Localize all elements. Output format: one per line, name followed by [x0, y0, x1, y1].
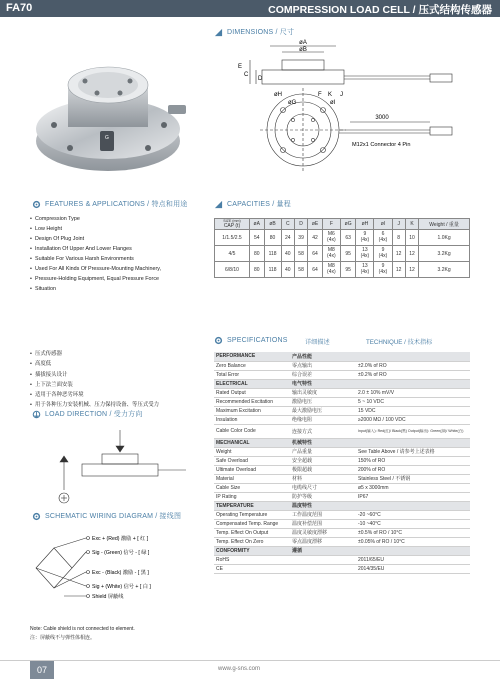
wire-shield: Shield 屏蔽线 — [92, 594, 124, 600]
dim-g-label: øG — [288, 100, 297, 106]
table-row: Ultimate Overload 极限超载 200% of RO — [214, 465, 470, 474]
table-row: Cable Size 电缆线尺寸 ø5 x 3000mm — [214, 483, 470, 492]
spec-group-row: PERFORMANCE 产品性能 — [214, 352, 470, 361]
list-item: • Low Height — [30, 224, 202, 234]
list-item: • 上下法兰面安装 — [30, 380, 202, 390]
ruler-icon — [214, 200, 223, 209]
features-list-en — [30, 214, 202, 294]
spec-group-row: CONFORMITY 遵循 — [214, 546, 470, 555]
table-row: Compensated Temp. Range 温度补偿范围 -10 ~40°C — [214, 519, 470, 528]
wire-exc-plus: Exc + (Red) 激励 + [ 红 ] — [92, 536, 149, 542]
dim-a-label: øA — [299, 40, 307, 46]
spec-group-row: MECHANICAL 机械特性 — [214, 438, 470, 447]
gear-icon — [32, 200, 41, 209]
section-wiring: SCHEMATIC WIRING DIAGRAM / 接线图 — [32, 511, 181, 521]
model-name: FA70 — [6, 2, 33, 14]
load-direction-drawing — [50, 428, 190, 508]
section-specifications: SPECIFICATIONS — [214, 336, 288, 345]
table-row: Safe Overload 安全超载 150% of RO — [214, 456, 470, 465]
list-item: • Installation Of Upper And Lower Flanges — [30, 244, 202, 254]
website-link[interactable]: www.g-sns.com — [218, 666, 261, 672]
dim-k-label: K — [328, 92, 333, 98]
section-capacities: CAPACITIES / 量程 — [214, 199, 291, 209]
features-list-cn — [30, 349, 202, 411]
dim-f-label: F — [318, 92, 322, 98]
specifications-table — [214, 352, 470, 574]
section-load-direction: LOAD DIRECTION / 受力方向 — [32, 409, 143, 419]
table-header-row: SIZE (mm) CAP (t) øA øB C D øE F øG øH øI J K Weight / 重量 — [215, 219, 470, 230]
wire-sig-minus: Sig - (Green) 信号 - [ 绿 ] — [92, 550, 150, 556]
dim-cable-label: 3000 — [375, 115, 389, 121]
spec-group-row: ELECTRICAL 电气特性 — [214, 379, 470, 388]
table-row: Maximum Excitation 最大激励电压 15 VDC — [214, 406, 470, 415]
list-item: • Compression Type — [30, 214, 202, 224]
table-row: Recommended Excitation 激励电压 5 ~ 10 VDC — [214, 397, 470, 406]
gear-icon — [32, 512, 41, 521]
list-item: • Suitable For Various Harsh Environments — [30, 254, 202, 264]
section-dimensions: DIMENSIONS / 尺寸 — [214, 27, 294, 37]
dimensions-drawing — [230, 38, 460, 180]
dim-h-label: øH — [274, 92, 282, 98]
table-row: Temp. Effect On Output 温度灵敏度漂移 ±0.5% of RO / 10°C — [214, 528, 470, 537]
dim-c-label: C — [244, 72, 249, 78]
table-row: Cable Color Code 连接方式 Input(输入): Red(红)/ Black(黑) Output(输出): Green(绿)/ White(白) — [214, 424, 470, 438]
table-row: Temp. Effect On Zero 零点温度漂移 ±0.05% of RO / 10°C — [214, 537, 470, 546]
list-item: • 适用于各种恶劣环境 — [30, 390, 202, 400]
table-row: CE 2014/35/EU — [214, 564, 470, 573]
dim-d-label: D — [258, 76, 263, 82]
footer-divider — [0, 660, 500, 661]
ruler-icon — [214, 28, 223, 37]
list-item: • 插拔接头设计 — [30, 370, 202, 380]
table-row: 4/5 80 118 40 58 64 M8 (4x) 95 13 (4x) 9 (4x) 12 12 3.2Kg — [215, 246, 470, 262]
table-row: 6/8/10 80 118 40 58 64 M8 (4x) 95 13 (4x) 9 (4x) 12 12 3.2Kg — [215, 262, 470, 278]
table-row: Operating Temperature 工作温度范围 -20 ~60°C — [214, 510, 470, 519]
list-item: • Design Of Plug Joint — [30, 234, 202, 244]
table-row: Zero Balance 零点输出 ±2.0% of RO — [214, 361, 470, 370]
list-item: • 高度低 — [30, 359, 202, 369]
dim-j-label: J — [340, 92, 343, 98]
product-photo — [30, 33, 190, 183]
wiring-note: Note: Cable shield is not connected to element. 注：屏蔽线不与弹性体相连。 — [30, 626, 135, 641]
wire-sig-plus: Sig + (White) 信号 + [ 白 ] — [92, 584, 151, 590]
svg-text:G: G — [105, 135, 109, 141]
table-row: IP Rating 防护等级 IP67 — [214, 492, 470, 501]
section-features: FEATURES & APPLICATIONS / 特点和用途 — [32, 199, 187, 209]
table-row: Rated Output 输出灵敏度 2.0 ± 10% mV/V — [214, 388, 470, 397]
connector-label: M12x1 Connector 4 Pin — [352, 142, 411, 148]
list-item: • Situation — [30, 284, 202, 294]
dim-e-label: E — [238, 64, 243, 70]
list-item: • Used For All Kinds Of Pressure-Mounting Machinery, — [30, 264, 202, 274]
table-row: Weight 产品重量 See Table Above / 请参考上述表格 — [214, 447, 470, 456]
size-header: SIZE (mm) — [223, 219, 241, 223]
table-row: Insulation 绝缘电阻 ≥2000 MΩ / 100 VDC — [214, 415, 470, 424]
wire-exc-minus: Exc - (Black) 激励 - [ 黑 ] — [92, 570, 149, 576]
list-item: • 用于各种压力安装机械、压力保持设备、等压式受力 — [30, 400, 202, 410]
dim-b-label: øB — [299, 47, 307, 53]
arrow-icon — [32, 410, 41, 419]
table-row: Material 材料 Stainless Steel / 不锈钢 — [214, 474, 470, 483]
table-row: Total Error 综合误差 ±0.2% of RO — [214, 370, 470, 379]
page-header — [0, 0, 500, 17]
gear-icon — [214, 336, 223, 345]
table-row: 1/1.5/2.5 54 80 24 39 42 M6 (4x) 63 9 (4x) 6 (4x) 8 10 1.0Kg — [215, 230, 470, 246]
table-row: RoHS 2011/65/EU — [214, 555, 470, 564]
technique-heading: TECHNIQUE / 技术指标 — [366, 339, 433, 346]
capacities-table — [214, 218, 470, 278]
wiring-diagram — [30, 522, 210, 614]
dim-i-label: øI — [330, 100, 336, 106]
spec-cn-heading: 详细描述 — [305, 339, 330, 346]
list-item: • 压式传感器 — [30, 349, 202, 359]
page-number: 07 — [30, 661, 54, 679]
spec-group-row: TEMPERATURE 温度特性 — [214, 501, 470, 510]
product-title: COMPRESSION LOAD CELL / 压式结构传感器 — [268, 4, 492, 16]
list-item: • Pressure-Holding Equipment, Equal Pressure Force — [30, 274, 202, 284]
